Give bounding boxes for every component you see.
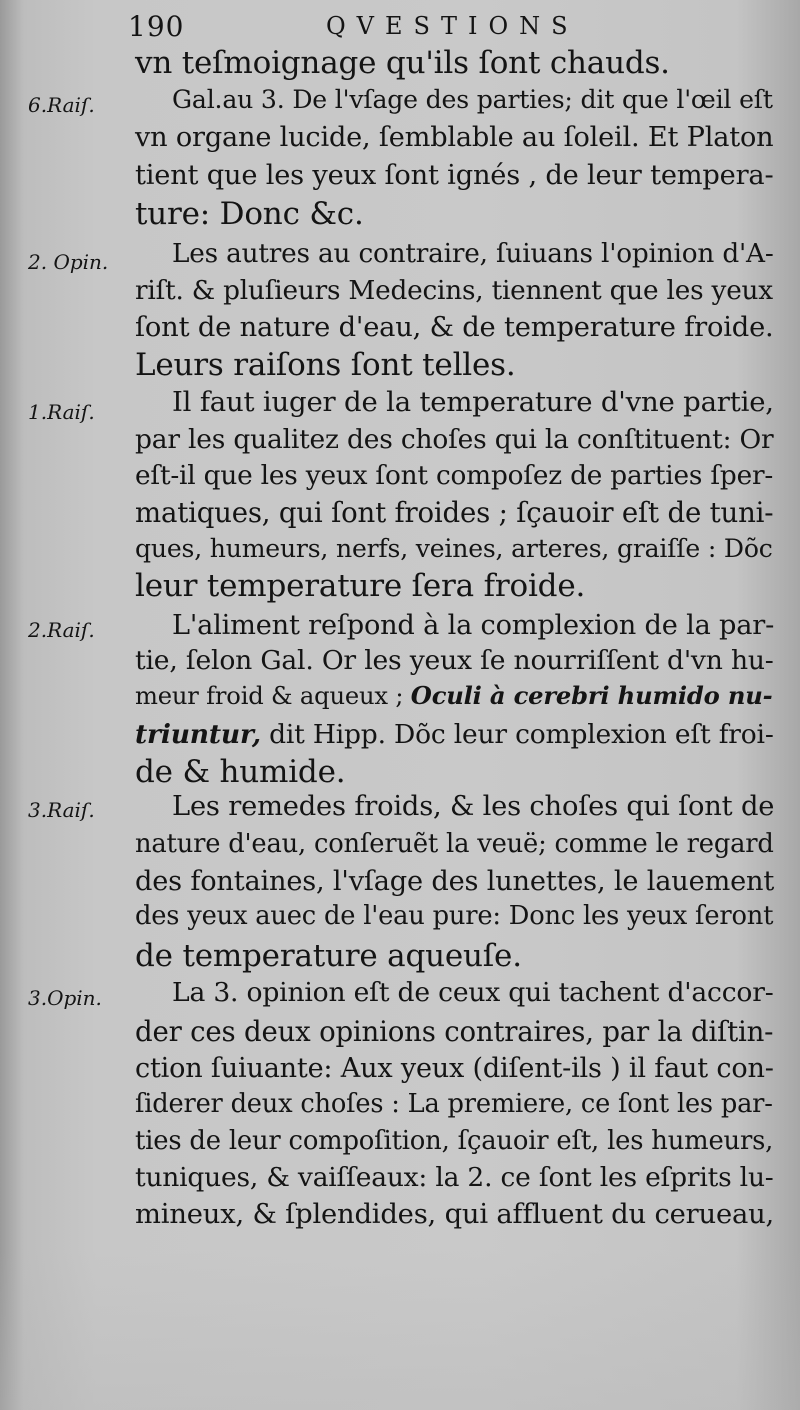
text-line: tuniques, & vaiſſeaux: la 2. ce ſont les eſprits lu-	[135, 1162, 774, 1193]
running-title: QVESTIONS	[326, 12, 579, 40]
text-line: Leurs raiſons ſont telles.	[135, 347, 516, 383]
text-line: mineux, & ſplendides, qui affluent du cerueau,	[135, 1199, 775, 1230]
text-line: ture: Donc &c.	[135, 196, 364, 232]
text-line: ſont de nature d'eau, & de temperature froide.	[135, 312, 774, 343]
text-segment: meur froid & aqueux ;	[135, 682, 404, 710]
text-line	[135, 719, 774, 750]
text-line: ques, humeurs, nerfs, veines, arteres, graiſſe : Dõc	[135, 534, 773, 563]
margin-note: 3.Raiſ.	[28, 798, 95, 822]
text-line: L'aliment reſpond à la complexion de la par-	[172, 610, 775, 641]
text-line: der ces deux opinions contraires, par la diſtin-	[135, 1015, 774, 1048]
latin-quotation: triuntur,	[135, 719, 261, 750]
page-header	[128, 6, 648, 46]
margin-note: 2. Opin.	[28, 250, 109, 274]
text-line: eſt-il que les yeux ſont compoſez de parties ſper-	[135, 461, 774, 491]
text-line: Gal.au 3. De l'vſage des parties; dit que l'œil eſt	[172, 85, 773, 114]
text-line: Les autres au contraire, ſuiuans l'opinion d'A-	[172, 239, 774, 269]
text-line: vn organe lucide, ſemblable au ſoleil. Et Platon	[135, 122, 774, 153]
text-line: tie, ſelon Gal. Or les yeux ſe nourriſſent d'vn hu-	[135, 645, 774, 676]
text-line: ction ſuiuante: Aux yeux (diſent-ils ) il faut con-	[135, 1053, 774, 1084]
text-line: ties de leur compoſition, ſçauoir eſt, les humeurs,	[135, 1126, 774, 1156]
text-line: riſt. & pluſieurs Medecins, tiennent que les yeux	[135, 276, 773, 306]
text-line: matiques, qui ſont froides ; ſçauoir eſt de tuni-	[135, 496, 774, 529]
text-line: Il faut iuger de la temperature d'vne partie,	[172, 386, 774, 418]
margin-note: 2.Raiſ.	[28, 618, 95, 642]
margin-note: 6.Raiſ.	[28, 93, 95, 117]
text-line: de temperature aqueuſe.	[135, 938, 522, 974]
text-line: des yeux auec de l'eau pure: Donc les yeux ſeront	[135, 901, 774, 931]
margin-note: 3.Opin.	[28, 986, 102, 1010]
text-line: des fontaines, l'vſage des lunettes, le lauement	[135, 866, 775, 897]
text-segment: dit Hipp. Dõc leur complexion eſt froi-	[269, 719, 774, 750]
text-line: nature d'eau, conſeruẽt la veuë; comme le regard	[135, 829, 774, 859]
text-line: La 3. opinion eſt de ceux qui tachent d'accor-	[172, 977, 774, 1008]
page-number: 190	[128, 10, 185, 43]
text-line: Les remedes froids, & les choſes qui ſont de	[172, 791, 775, 822]
text-line: de & humide.	[135, 754, 346, 790]
latin-quotation: Oculi à cerebri humido nu-	[410, 681, 773, 710]
text-line: vn teſmoignage qu'ils ſont chauds.	[135, 45, 670, 81]
text-line: ſiderer deux choſes : La premiere, ce ſont les par-	[135, 1089, 773, 1119]
text-line	[135, 681, 773, 710]
text-line: tient que les yeux ſont ignés , de leur tempera-	[135, 160, 774, 191]
margin-note: 1.Raiſ.	[28, 400, 95, 424]
text-line: leur temperature ſera froide.	[135, 568, 586, 604]
text-line: par les qualitez des choſes qui la conſtituent: Or	[135, 424, 774, 455]
